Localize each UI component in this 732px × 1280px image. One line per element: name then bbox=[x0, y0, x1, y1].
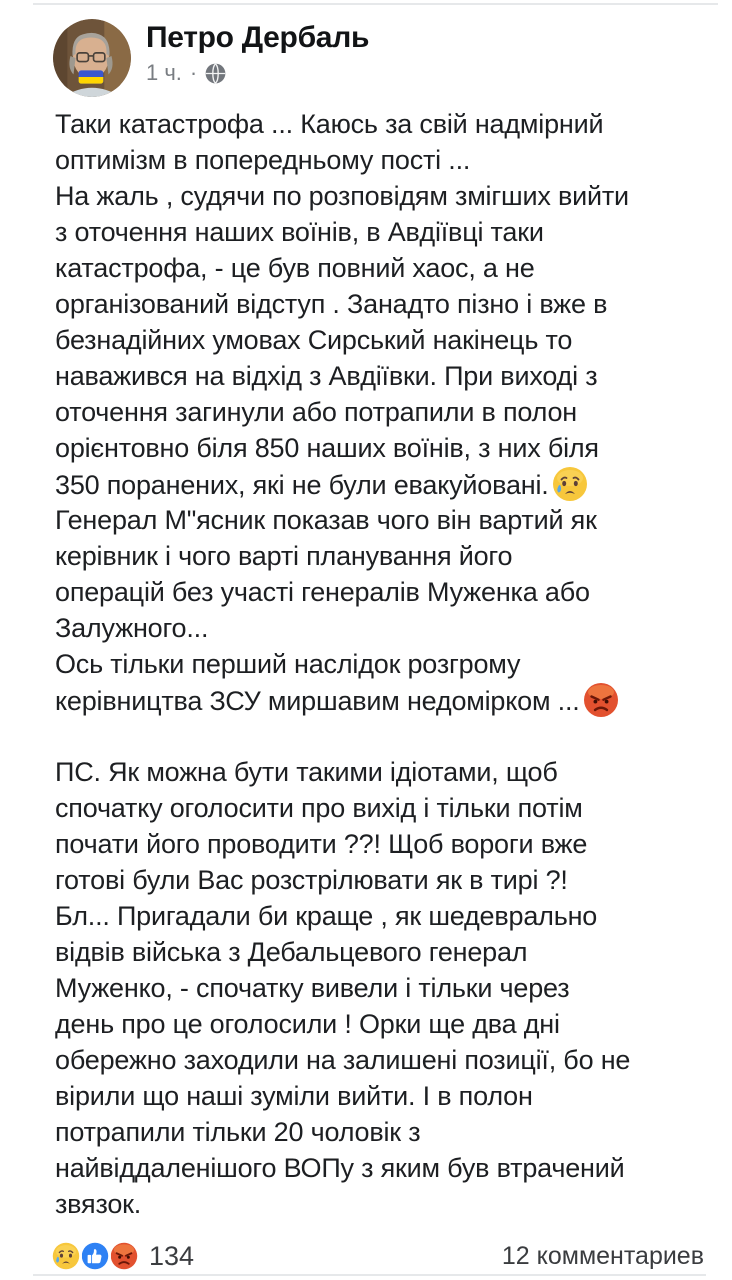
angry-reaction-icon[interactable] bbox=[108, 1240, 140, 1272]
post-text-line: керівник і чого варті планування його bbox=[55, 541, 513, 571]
post-text-line: Таки катастрофа ... Каюсь за свій надмірний bbox=[55, 109, 604, 139]
post-text-line: Ось тільки перший наслідок розгрому bbox=[55, 649, 521, 679]
post-text-line: орієнтовно біля 850 наших воїнів, з них біля bbox=[55, 433, 599, 463]
post-text-line: спочатку оголосити про вихід і тільки потім bbox=[55, 793, 583, 823]
post-text-line: катастрофа, - це був повний хаос, а не bbox=[55, 253, 535, 283]
post-text-line: звязок. bbox=[55, 1189, 142, 1219]
post-footer bbox=[50, 1238, 704, 1274]
sad-emoji-icon bbox=[552, 466, 588, 502]
sad-reaction-icon[interactable] bbox=[50, 1240, 82, 1272]
post-text-line: потрапили тільки 20 чоловік з bbox=[55, 1117, 421, 1147]
post-header bbox=[53, 19, 369, 97]
post-text-line: операцій без участі генералів Муженка або bbox=[55, 577, 590, 607]
post-text-line: Генерал М"ясник показав чого він вартий як bbox=[55, 505, 597, 535]
post-text-line: день про це оголосили ! Орки ще два дні bbox=[55, 1009, 560, 1039]
like-reaction-icon[interactable] bbox=[79, 1240, 111, 1272]
timestamp[interactable]: 1 ч. bbox=[146, 60, 182, 85]
post-text-line: вірили що наші зуміли вийти. І в полон bbox=[55, 1081, 533, 1111]
post-blank-line bbox=[55, 718, 705, 754]
post-text-line: оточення загинули або потрапили в полон bbox=[55, 397, 577, 427]
header-info bbox=[146, 19, 369, 85]
post-text-line: ПС. Як можна бути такими ідіотами, щоб bbox=[55, 757, 558, 787]
post-text-line: 350 поранених, які не були евакуйовані. bbox=[55, 466, 705, 502]
post-text-line: з оточення наших воїнів, в Авдіївці таки bbox=[55, 217, 544, 247]
post-text-line: Бл... Пригадали би краще , як шедеврально bbox=[55, 901, 598, 931]
comments-count[interactable]: 12 комментариев bbox=[501, 1241, 704, 1270]
post-text-line: найвіддаленішого ВОПу з яким був втрачений bbox=[55, 1153, 625, 1183]
post-text-line: обережно заходили на залишені позиції, бо не bbox=[55, 1045, 631, 1075]
avatar[interactable] bbox=[53, 19, 131, 97]
post-text-line: організований відступ . Занадто пізно і вже в bbox=[55, 289, 608, 319]
post-text-line: Залужного... bbox=[55, 613, 209, 643]
top-divider bbox=[33, 3, 718, 5]
reaction-stack bbox=[50, 1240, 140, 1272]
post-text-line: почати його проводити ??! Щоб вороги вже bbox=[55, 829, 588, 859]
meta-separator: · bbox=[189, 60, 198, 85]
post-text-line: відвів війська з Дебальцевого генерал bbox=[55, 937, 528, 967]
post-text-line: Муженко, - спочатку вивели і тільки через bbox=[55, 973, 570, 1003]
angry-emoji-icon bbox=[583, 682, 619, 718]
post-text-line: керівництва ЗСУ миршавим недомірком ... bbox=[55, 682, 705, 718]
reaction-count[interactable]: 134 bbox=[149, 1240, 195, 1271]
post-text-line: безнадійних умовах Сирський накінець то bbox=[55, 325, 573, 355]
post-text-line: готові були Вас розстрілювати як в тирі ?! bbox=[55, 865, 568, 895]
post-body bbox=[55, 106, 705, 1222]
post-meta bbox=[146, 61, 369, 85]
bottom-divider bbox=[33, 1274, 706, 1276]
post-text-line: оптимізм в попередньому пості ... bbox=[55, 145, 471, 175]
post-text-line: На жаль , судячи по розповідям змігших вийти bbox=[55, 181, 629, 211]
globe-icon bbox=[205, 63, 226, 84]
author-name[interactable]: Петро Дербаль bbox=[146, 21, 370, 54]
post-text-line: наважився на відхід з Авдіївки. При виході з bbox=[55, 361, 598, 391]
